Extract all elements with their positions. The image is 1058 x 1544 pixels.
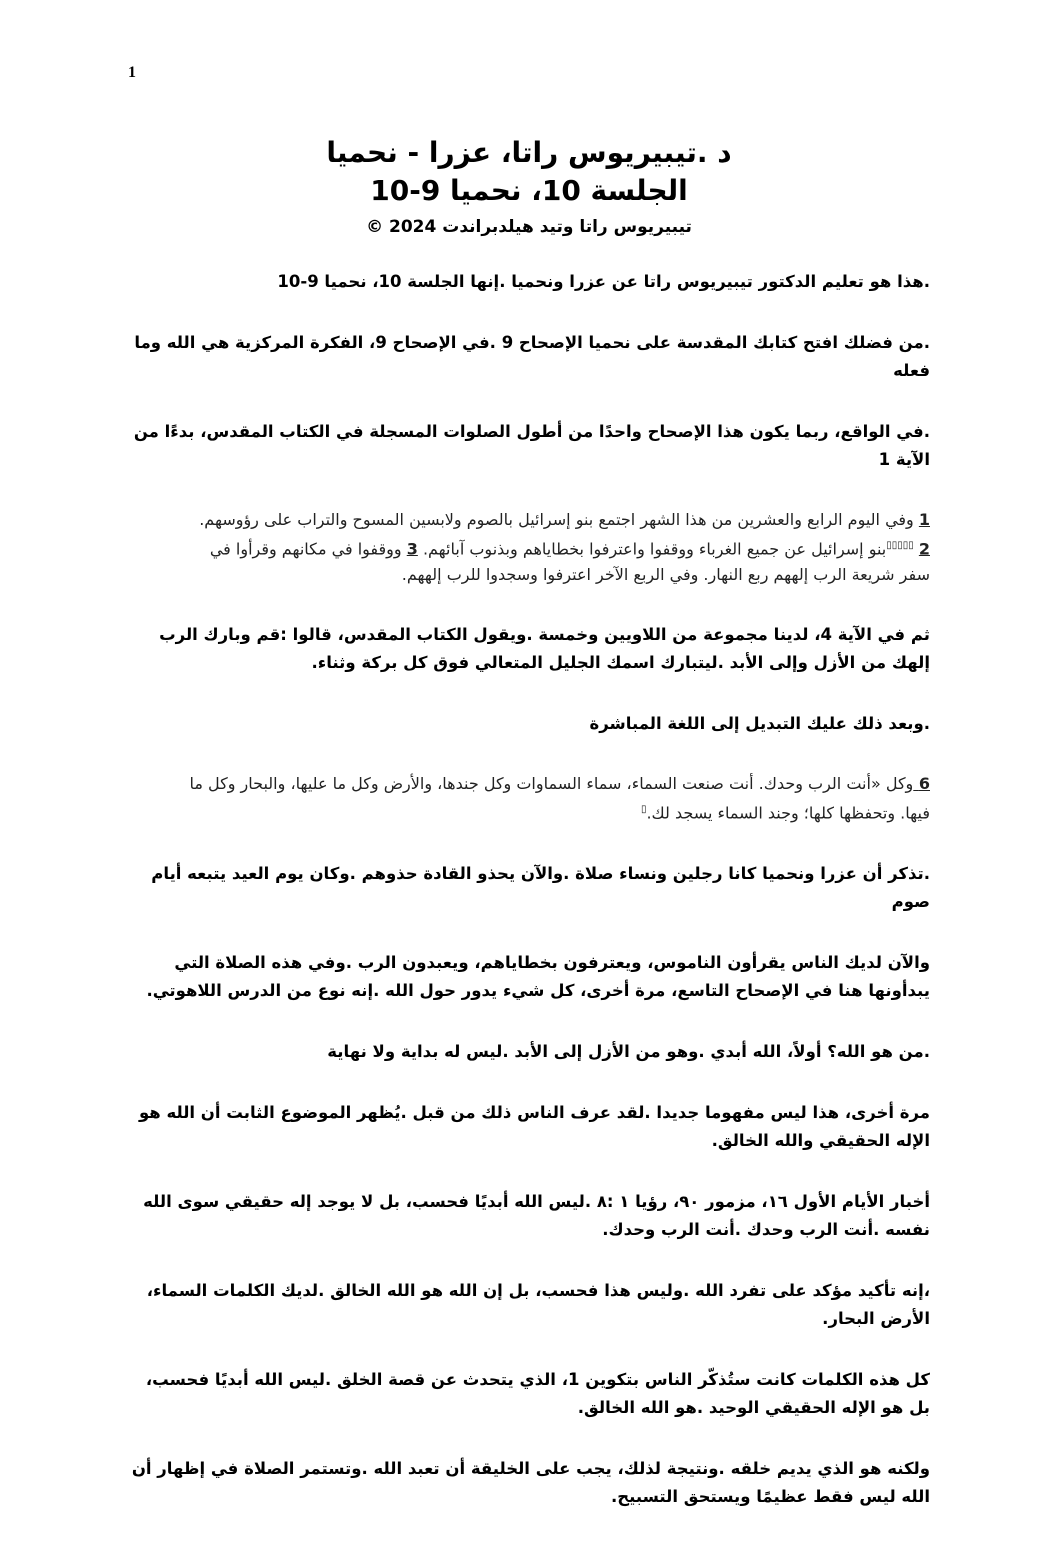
- paragraph-references: أخبار الأيام الأول ١٦، مزمور ٩٠، رؤيا ١ :٨ .ليس الله أبديًا فحسب، بل لا يوجد إله حقيقي سوى الله نفسه .أنت الرب وحدك .أنت الرب وحدك.: [143, 1191, 930, 1239]
- paragraph-sustains-creation: ولكنه هو الذي يديم خلقه .ونتيجة لذلك، يجب على الخليقة أن تعبد الله .وتستمر الصلاة في إظهار أن الله ليس فقط عظيمًا ويستحق التسبيح.: [131, 1458, 930, 1506]
- paragraph-who-is-god: .من هو الله؟ أولاً، الله أبدي .وهو من الأزل إلى الأبد .ليس له بداية ولا نهاية: [327, 1041, 930, 1061]
- missing-glyph-icon: ▯: [640, 804, 647, 816]
- document-body: [130, 268, 930, 1544]
- verse-number-3: 3: [406, 539, 418, 559]
- paragraph-ezra-nehemiah-prayer: .تذكر أن عزرا ونحميا كانا رجلين ونساء صلاة .والآن يحذو القادة حذوهم .وكان يوم العيد يتبعه أيام صوم: [151, 863, 930, 911]
- session-title: الجلسة 10، نحميا 9-10: [370, 174, 688, 207]
- scripture-quote-nehemiah-9-1-3: [185, 507, 930, 588]
- paragraph-levites: ثم في الآية 4، لدينا مجموعة من اللاويين وخمسة .ويقول الكتاب المقدس، قالوا :قم وبارك الرب إلهك من الأزل وإلى الأبد .ليتبارك اسمك الجليل المتعالي فوق كل بركة وثناء.: [159, 625, 930, 673]
- verse-number-6: 6: [913, 774, 930, 794]
- paragraph-genesis: كل هذه الكلمات كانت ستُذكّر الناس بتكوين 1، الذي يتحدث عن قصة الخلق .ليس الله أبديًا فحسب، بل هو الإله الحقيقي الوحيد .هو الله الخالق.: [145, 1369, 930, 1417]
- paragraph-intro: .هذا هو تعليم الدكتور تيبيريوس راتا عن عزرا ونحميا .إنها الجلسة 10، نحميا 9-10: [277, 272, 930, 291]
- verse-text-3: ووقفوا في مكانهم وقرأوا في سفر شريعة الرب إلههم ربع النهار. وفي الربع الآخر اعترفوا وسجدوا للرب إلههم.: [209, 539, 930, 585]
- scripture-quote-nehemiah-9-6: [185, 771, 930, 826]
- page-number: 1: [128, 64, 136, 81]
- paragraph-open-bible: .من فضلك افتح كتابك المقدسة على نحميا الإصحاح 9 .في الإصحاح 9، الفكرة المركزية هي الله وما فعله: [134, 333, 930, 380]
- verse-number-1: 1: [918, 510, 930, 529]
- verse-number-2: 2: [918, 539, 930, 559]
- verse-text-2: بنو إسرائيل عن جميع الغرباء ووقفوا واعترفوا بخطاياهم وبذنوب آبائهم.: [417, 539, 887, 559]
- paragraph-uniqueness: ،إنه تأكيد مؤكد على تفرد الله .وليس هذا فحسب، بل إن الله هو الله الخالق .لديك الكلمات السماء، الأرض البحار.: [146, 1280, 930, 1328]
- verse-text-1: وفي اليوم الرابع والعشرين من هذا الشهر اجتمع بنو إسرائيل بالصوم ولابسين المسوح والتراب على رؤوسهم.: [199, 510, 919, 529]
- paragraph-longest-prayer: .في الواقع، ربما يكون هذا الإصحاح واحدًا من أطول الصلوات المسجلة في الكتاب المقدس، بدءًا من الآية 1: [133, 422, 930, 469]
- document-title: د .تيبيريوس راتا، عزرا - نحميا: [326, 136, 732, 169]
- copyright-line: تيبيريوس راتا وتيد هيلدبراندت 2024 ©: [366, 217, 692, 237]
- paragraph-direct-language: .وبعد ذلك عليك التبديل إلى اللغة المباشرة: [589, 714, 930, 734]
- missing-glyph-icon: ▯▯▯▯▯: [886, 540, 914, 551]
- paragraph-reading-law: والآن لديك الناس يقرأون الناموس، ويعترفون بخطاياهم، ويعبدون الرب .وفي هذه الصلاة التي يبدأونها هنا في الإصحاح التاسع، مرة أخرى، كل شيء يدور حول الله .إنه نوع من الدرس اللاهوتي.: [146, 952, 930, 1000]
- document-header: [0, 134, 1058, 240]
- paragraph-not-new-concept: مرة أخرى، هذا ليس مفهوما جديدا .لقد عرف الناس ذلك من قبل .يُظهر الموضوع الثابت أن الله هو الإله الحقيقي والله الخالق.: [138, 1102, 930, 1150]
- verse-text-6: وكل «أنت الرب وحدك. أنت صنعت السماء، سماء السماوات وكل جندها، والأرض وكل ما عليها، والبحار وكل ما فيها. وتحفظها كلها؛ وجند السماء يسجد لك.: [189, 774, 930, 823]
